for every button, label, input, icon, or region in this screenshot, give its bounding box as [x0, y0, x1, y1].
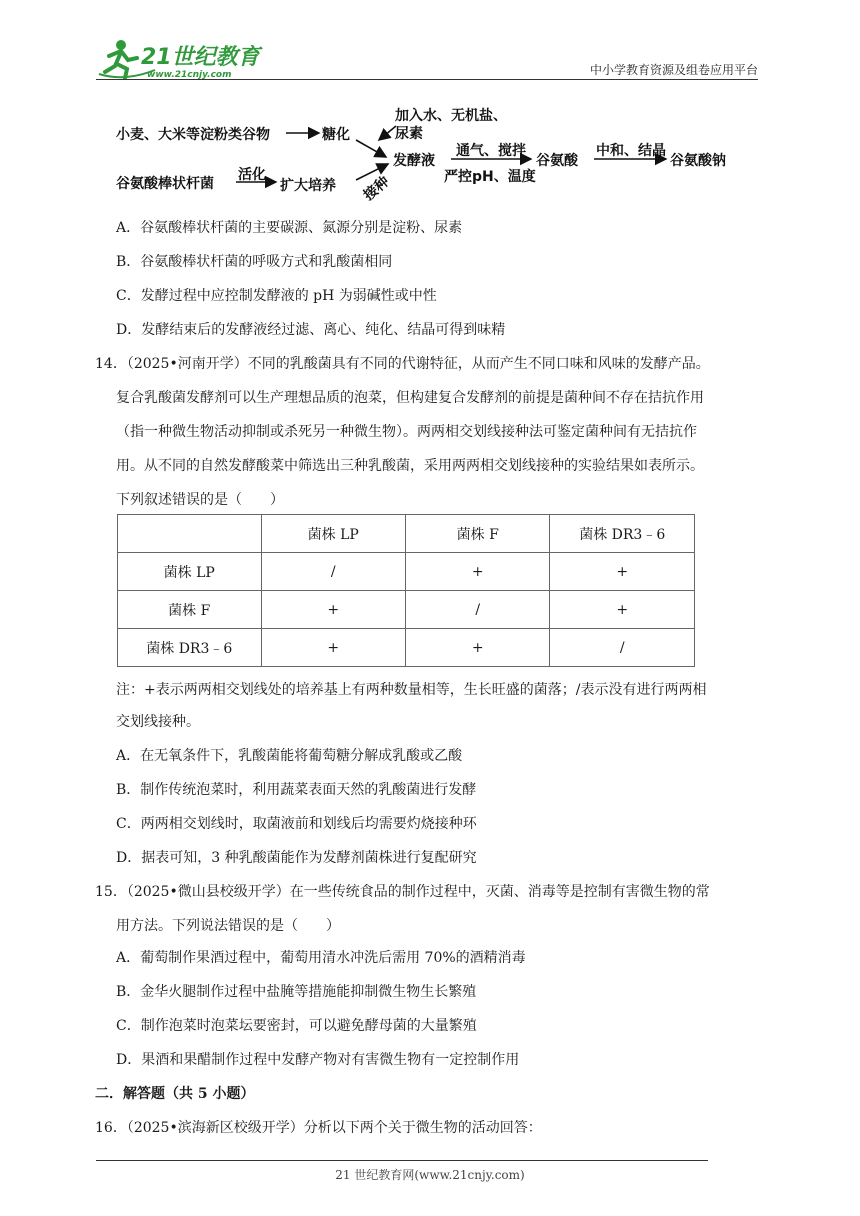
q15-option-a: A．葡萄制作果酒过程中，葡萄用清水冲洗后需用 70%的酒精消毒 — [116, 950, 526, 966]
table-header-row — [118, 515, 695, 553]
table-cell: + — [261, 629, 405, 667]
q15-stem-line: 用方法。下列说法错误的是（ ） — [116, 918, 340, 934]
q14-stem-line: 用。从不同的自然发酵酸菜中筛选出三种乳酸菌，采用两两相交划线接种的实验结果如表所示。 — [116, 458, 704, 474]
logo-text: 21世纪教育 — [141, 45, 260, 70]
table-header-cell: 菌株 F — [406, 515, 550, 553]
node-expand-culture: 扩大培养 — [280, 178, 336, 194]
strain-result-table — [117, 514, 695, 667]
footer-divider — [96, 1160, 708, 1161]
node-saccharification: 糖化 — [322, 127, 350, 143]
q14-option-a: A．在无氧条件下，乳酸菌能将葡萄糖分解成乳酸或乙酸 — [116, 748, 463, 764]
table-row — [118, 553, 695, 591]
q13-option-b: B．谷氨酸棒状杆菌的呼吸方式和乳酸菌相同 — [116, 254, 393, 270]
q13-option-a: A．谷氨酸棒状杆菌的主要碳源、氮源分别是淀粉、尿素 — [116, 220, 463, 236]
q15-option-c: C．制作泡菜时泡菜坛要密封，可以避免酵母菌的大量繁殖 — [116, 1018, 477, 1034]
footer-text: 21 世纪教育网(www.21cnjy.com) — [335, 1168, 525, 1182]
q13-option-c: C．发酵过程中应控制发酵液的 pH 为弱碱性或中性 — [116, 288, 437, 304]
label-control-ph: 严控pH、温度 — [444, 169, 536, 185]
table-header-cell: 菌株 LP — [261, 515, 405, 553]
label-inoculation: 接种 — [360, 173, 393, 204]
q14-stem-line: 复合乳酸菌发酵剂可以生产理想品质的泡菜，但构建复合发酵剂的前提是菌种间不存在拮抗作用 — [116, 390, 704, 406]
header-divider — [96, 79, 758, 80]
table-cell: + — [406, 553, 550, 591]
q14-option-c: C．两两相交划线时，取菌液前和划线后均需要灼烧接种环 — [116, 816, 477, 832]
node-add-water: 加入水、无机盐、 — [395, 108, 507, 124]
table-header-cell: 菌株 DR3﹣6 — [550, 515, 695, 553]
table-cell: + — [406, 629, 550, 667]
section-heading: 二．解答题（共 5 小题） — [95, 1086, 255, 1102]
node-corynebacterium: 谷氨酸棒状杆菌 — [116, 176, 214, 192]
q16-stem-line: 16．（2025•滨海新区校级开学）分析以下两个关于微生物的活动回答： — [95, 1120, 542, 1136]
table-cell: 菌株 LP — [118, 553, 262, 591]
label-neutralize: 中和、结晶 — [596, 143, 666, 159]
q14-option-d: D．据表可知，3 种乳酸菌能作为发酵剂菌株进行复配研究 — [116, 850, 477, 866]
node-urea: 尿素 — [395, 126, 423, 142]
q14-stem-line: 14．（2025•河南开学）不同的乳酸菌具有不同的代谢特征，从而产生不同口味和风味的发酵产品。 — [95, 356, 710, 372]
table-row — [118, 591, 695, 629]
node-msg: 谷氨酸钠 — [670, 153, 726, 169]
label-activation: 活化 — [238, 167, 266, 183]
table-cell — [118, 515, 262, 553]
q14-stem-line: （指一种微生物活动抑制或杀死另一种微生物）。两两相交划线接种法可鉴定菌种间有无拮抗作 — [116, 424, 697, 440]
logo-subtext: www.21cnjy.com — [147, 70, 232, 80]
q14-option-b: B．制作传统泡菜时，利用蔬菜表面天然的乳酸菌进行发酵 — [116, 782, 477, 798]
table-row — [118, 629, 695, 667]
table-cell: / — [406, 591, 550, 629]
q15-option-b: B．金华火腿制作过程中盐腌等措施能抑制微生物生长繁殖 — [116, 984, 477, 1000]
table-cell: / — [550, 629, 695, 667]
q14-note-line: 交划线接种。 — [116, 714, 200, 730]
logo — [95, 38, 270, 82]
label-aeration: 通气、搅拌 — [456, 143, 526, 159]
glutamate-flow-diagram — [116, 100, 746, 210]
node-fermentation-broth: 发酵液 — [393, 153, 435, 169]
page-header — [0, 0, 860, 90]
node-glutamic-acid: 谷氨酸 — [536, 153, 578, 169]
table-cell: + — [550, 591, 695, 629]
header-platform-text: 中小学教育资源及组卷应用平台 — [589, 63, 758, 77]
table-cell: + — [550, 553, 695, 591]
q14-note-line: 注：+表示两两相交划线处的培养基上有两种数量相等，生长旺盛的菌落；/表示没有进行两两相 — [116, 682, 707, 698]
q14-stem-line: 下列叙述错误的是（ ） — [116, 492, 284, 508]
q13-option-d: D．发酵结束后的发酵液经过滤、离心、纯化、结晶可得到味精 — [116, 322, 506, 338]
q15-stem-line: 15．（2025•微山县校级开学）在一些传统食品的制作过程中，灭菌、消毒等是控制有害微生物的常 — [95, 884, 710, 900]
q15-option-d: D．果酒和果醋制作过程中发酵产物对有害微生物有一定控制作用 — [116, 1052, 520, 1068]
table-cell: 菌株 F — [118, 591, 262, 629]
node-grains: 小麦、大米等淀粉类谷物 — [116, 127, 270, 143]
table-cell: / — [261, 553, 405, 591]
table-cell: + — [261, 591, 405, 629]
table-cell: 菌株 DR3﹣6 — [118, 629, 262, 667]
